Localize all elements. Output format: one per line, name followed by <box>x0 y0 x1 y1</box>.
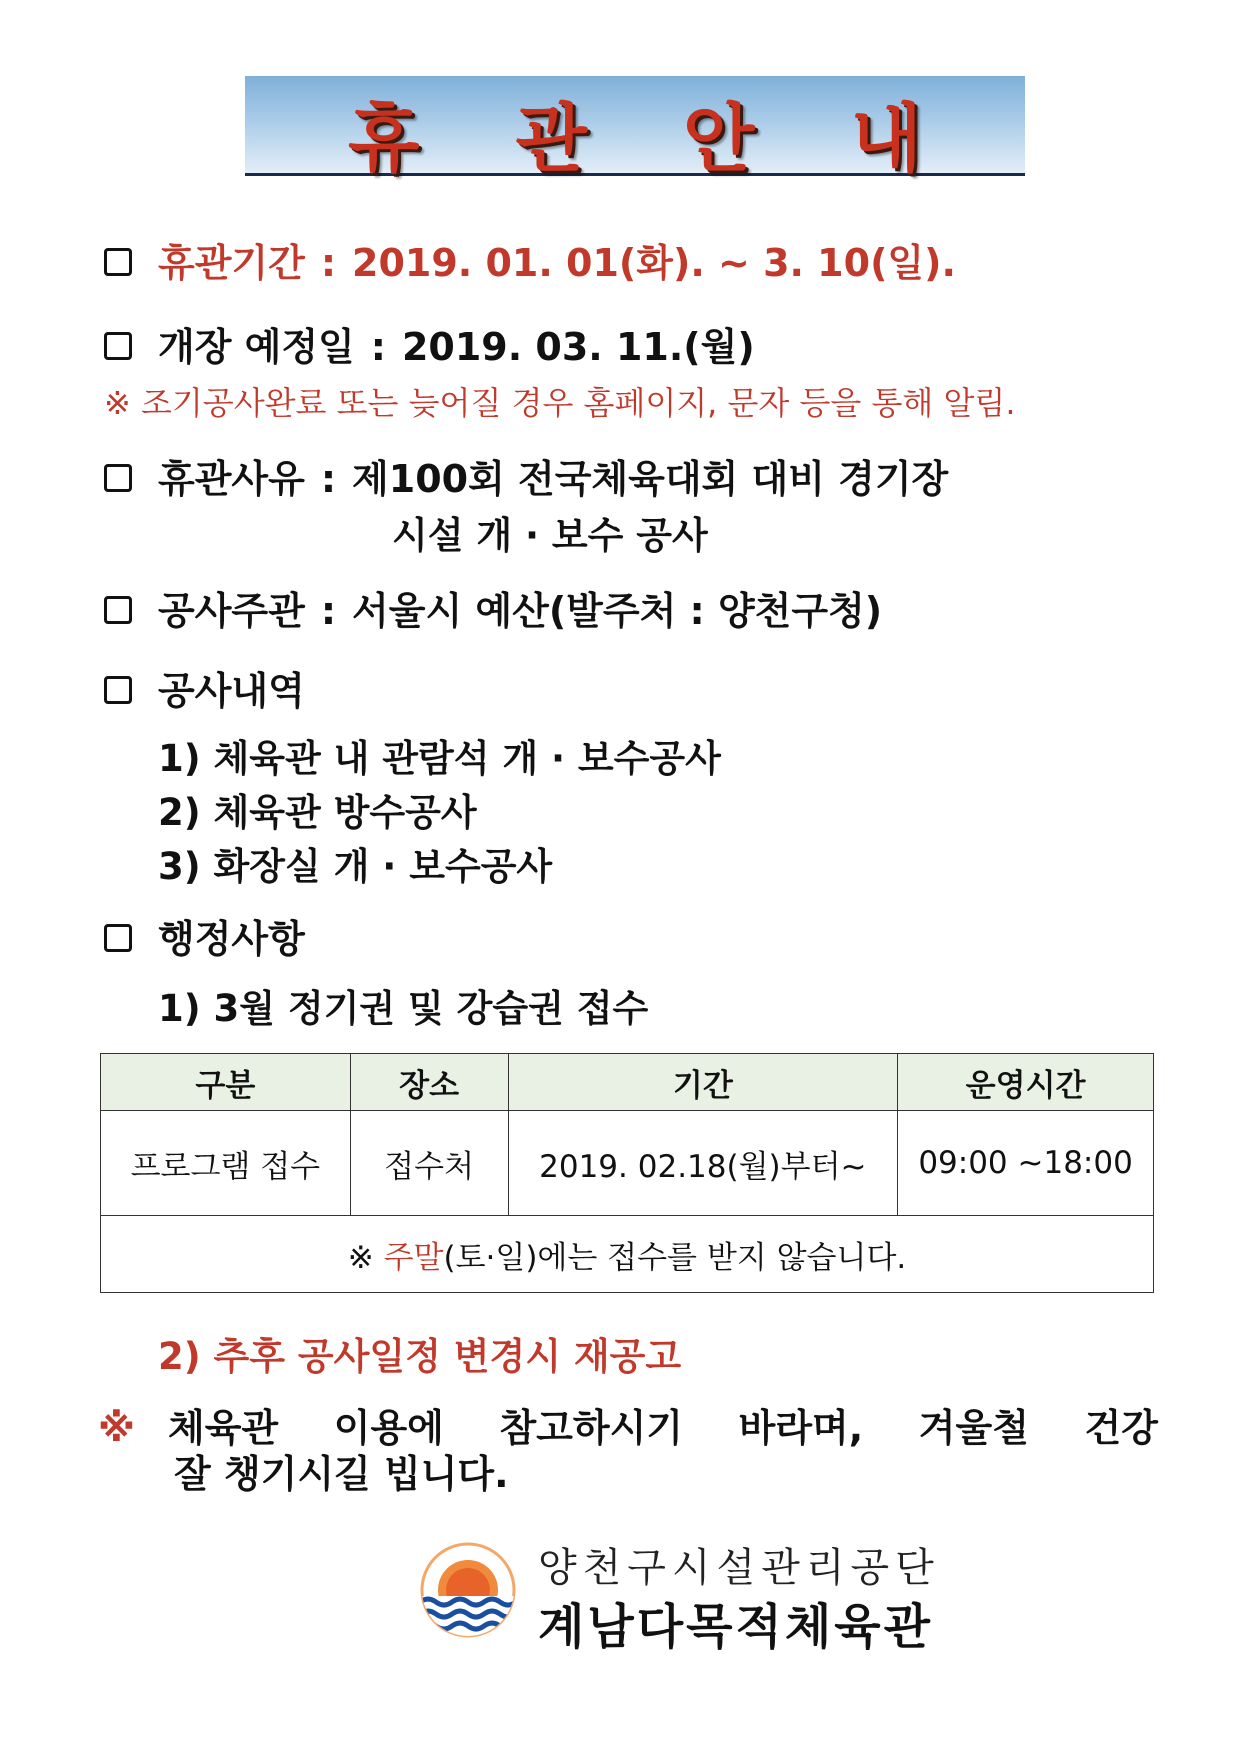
title-banner <box>245 76 1025 182</box>
table-cell: 접수처 <box>350 1111 508 1216</box>
work-item: 1) 체육관 내 관람석 개 · 보수공사 <box>158 737 721 780</box>
work-details-row <box>104 660 305 715</box>
checkbox-icon <box>104 924 132 952</box>
table-footnote <box>101 1216 1154 1293</box>
table-cell: 09:00 ~18:00 <box>898 1111 1154 1216</box>
closing-word: 겨울철 <box>918 1406 1029 1450</box>
closing-line-2: 잘 챙기시길 빕니다. <box>174 1452 509 1496</box>
work-item: 3) 화장실 개 · 보수공사 <box>158 845 553 888</box>
reopen-date-colon: : <box>370 325 386 369</box>
checkbox-icon <box>104 676 132 704</box>
checkbox-icon <box>104 248 132 276</box>
closing-mark: ※ <box>98 1406 135 1450</box>
table-cell: 2019. 02.18(월)부터~ <box>508 1111 898 1216</box>
supervision-colon: : <box>320 589 337 633</box>
closing-word: 참고하시기 <box>499 1406 684 1450</box>
table-header-cell: 구분 <box>101 1054 351 1111</box>
sun-wave-logo-icon <box>418 1540 518 1640</box>
checkbox-icon <box>104 596 132 624</box>
footer-logo <box>418 1536 1018 1655</box>
table-header-cell: 기간 <box>508 1054 898 1111</box>
table-header-cell: 운영시간 <box>898 1054 1154 1111</box>
table-cell: 프로그램 접수 <box>101 1111 351 1216</box>
reason-line2: 시설 개 · 보수 공사 <box>392 514 708 557</box>
reopen-date-row <box>104 316 755 371</box>
reopen-note: ※ 조기공사완료 또는 늦어질 경우 홈페이지, 문자 등을 통해 알림. <box>104 384 1016 422</box>
reopen-date-label: 개장 예정일 <box>158 325 355 369</box>
reopen-date-value: 2019. 03. 11.(월) <box>401 325 755 369</box>
table-footnote-row <box>101 1216 1154 1293</box>
org-name: 양천구시설관리공단 <box>538 1545 940 1591</box>
reason-row <box>104 448 948 503</box>
reason-colon: : <box>320 457 337 501</box>
checkbox-icon <box>104 464 132 492</box>
page-title: 휴관안내 <box>348 96 1018 182</box>
closing-word: 바라며, <box>738 1406 864 1450</box>
supervision-label: 공사주관 <box>158 589 305 633</box>
admin-row <box>104 908 305 963</box>
admin-label: 행정사항 <box>158 917 305 961</box>
footnote-mark: ※ <box>347 1239 374 1276</box>
closing-word: 이용에 <box>333 1406 444 1450</box>
supervision-row <box>104 580 882 635</box>
closing-word: 건강 <box>1084 1406 1158 1450</box>
supervision-value: 서울시 예산(발주처 : 양천구청) <box>352 589 883 633</box>
closing-word: 체육관 <box>168 1406 279 1450</box>
reason-label: 휴관사유 <box>158 457 305 501</box>
footnote-text: (토·일)에는 접수를 받지 않습니다. <box>443 1239 907 1276</box>
closing-line-1 <box>98 1405 1158 1451</box>
table-header-row <box>101 1054 1154 1111</box>
closure-period-colon: : <box>320 241 337 285</box>
checkbox-icon <box>104 332 132 360</box>
work-item: 2) 체육관 방수공사 <box>158 791 477 834</box>
closing-message <box>98 1405 1158 1497</box>
closure-period-row <box>104 232 956 287</box>
footnote-weekend: 주말 <box>383 1239 444 1276</box>
registration-table <box>100 1053 1154 1293</box>
work-details-label: 공사내역 <box>158 669 305 713</box>
reason-line1: 제100회 전국체육대회 대비 경기장 <box>352 457 949 501</box>
table-header-cell: 장소 <box>350 1054 508 1111</box>
closure-period-value: 2019. 01. 01(화). ~ 3. 10(일). <box>352 241 956 285</box>
table-row <box>101 1111 1154 1216</box>
facility-name: 계남다목적체육관 <box>538 1599 933 1655</box>
admin-item-2: 2) 추후 공사일정 변경시 재공고 <box>158 1335 682 1378</box>
admin-item-1: 1) 3월 정기권 및 강습권 접수 <box>158 987 649 1030</box>
closure-period-label: 휴관기간 <box>158 241 305 285</box>
